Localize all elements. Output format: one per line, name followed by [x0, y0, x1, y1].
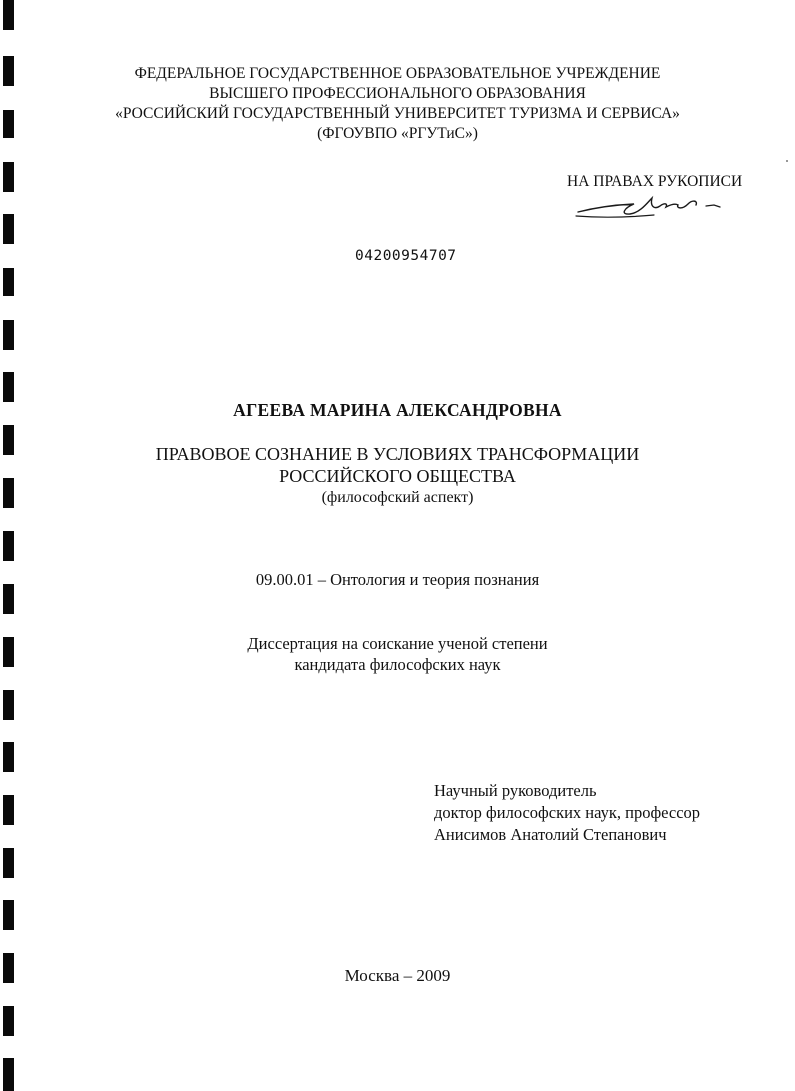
institution-header — [0, 64, 795, 144]
institution-line: ВЫСШЕГО ПРОФЕССИОНАЛЬНОГО ОБРАЗОВАНИЯ — [209, 85, 586, 102]
advisor-title: доктор философских наук, профессор — [434, 803, 701, 822]
degree-statement — [0, 633, 795, 675]
institution-line: «РОССИЙСКИЙ ГОСУДАРСТВЕННЫЙ УНИВЕРСИТЕТ ТУРИЗМА И СЕРВИСА» — [115, 105, 680, 122]
scan-speck — [786, 160, 788, 162]
author-name: АГЕЕВА МАРИНА АЛЕКСАНДРОВНА — [233, 400, 562, 420]
institution-abbreviation: (ФГОУВПО «РГУТиС») — [317, 125, 478, 142]
dissertation-title — [0, 443, 795, 509]
title-line: РОССИЙСКОГО ОБЩЕСТВА — [279, 466, 516, 486]
title-line: ПРАВОВОЕ СОЗНАНИЕ В УСЛОВИЯХ ТРАНСФОРМАЦИИ — [155, 444, 640, 464]
degree-line: Диссертация на соискание ученой степени — [247, 634, 548, 653]
specialty-code: 09.00.01 – Онтология и теория познания — [255, 570, 540, 589]
advisor-block — [434, 780, 700, 846]
title-subtitle: (философский аспект) — [321, 489, 474, 506]
city-year: Москва – 2009 — [344, 966, 451, 985]
institution-line: ФЕДЕРАЛЬНОЕ ГОСУДАРСТВЕННОЕ ОБРАЗОВАТЕЛЬНОЕ УЧРЕЖДЕНИЕ — [134, 65, 661, 82]
signature — [572, 188, 732, 228]
manuscript-note: НА ПРАВАХ РУКОПИСИ — [567, 173, 743, 190]
advisor-role: Научный руководитель — [434, 781, 597, 800]
advisor-name: Анисимов Анатолий Степанович — [434, 825, 667, 844]
catalog-number: 04200954707 — [355, 248, 457, 264]
degree-line: кандидата философских наук — [294, 655, 501, 674]
